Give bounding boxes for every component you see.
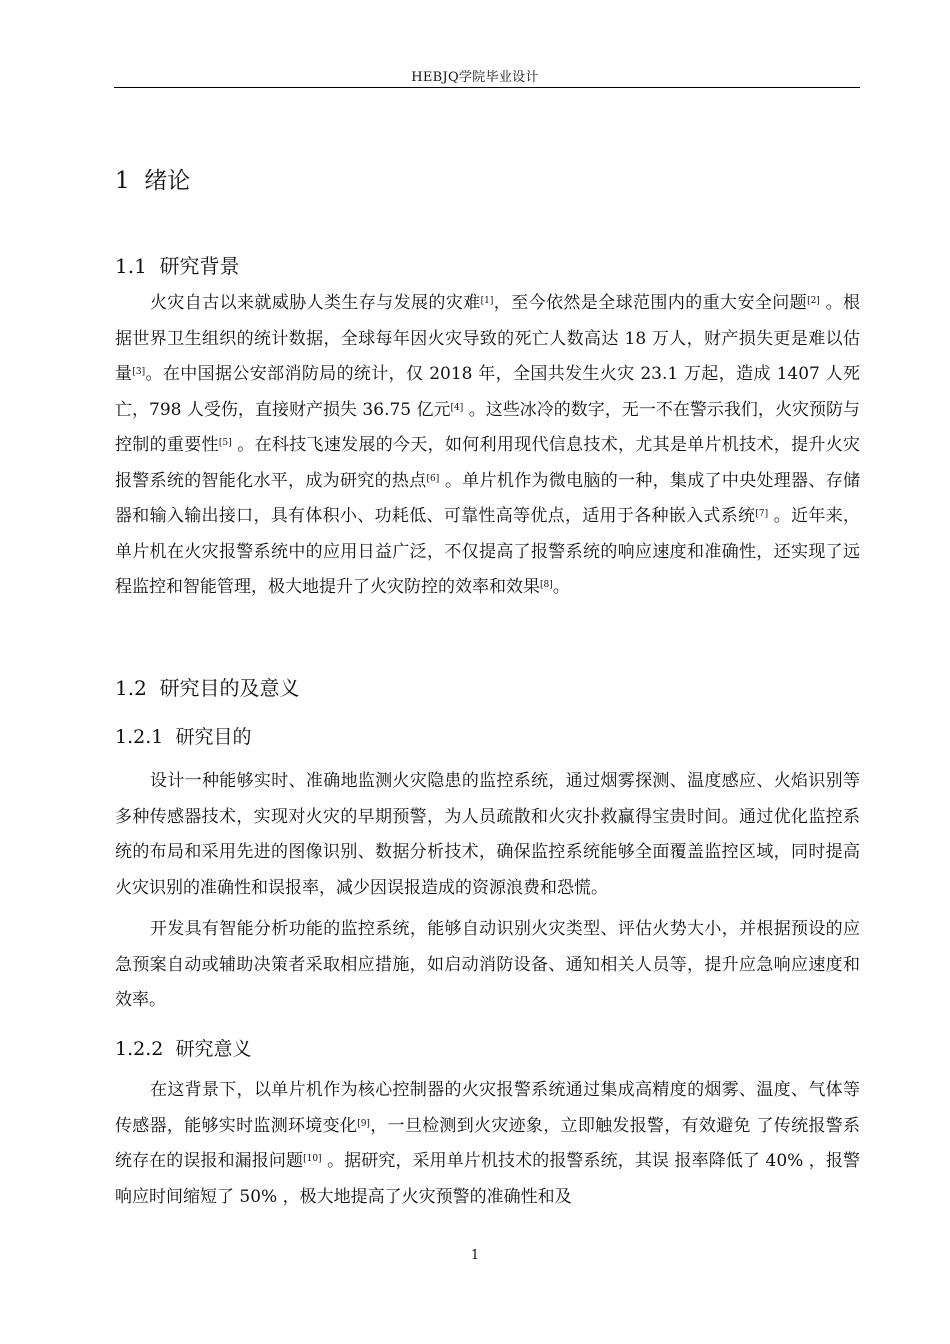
citation-ref: [8] xyxy=(540,580,553,590)
section-number: 1.2.2 xyxy=(115,1038,164,1060)
section-heading-1-2-2 xyxy=(115,1034,251,1061)
section-title: 研究目的及意义 xyxy=(159,676,300,700)
text-run: 。据研究，采用单片机技术的报警系统，其误 报率降低了 40% ，报警响应时间缩短了 50% ，极大地提高了火灾预警的准确性和及 xyxy=(115,1151,860,1207)
text-run: 。这些冰冷的数字，无一不在警示我们，火灾预防与控制的重要性 xyxy=(115,399,860,455)
paragraph-significance xyxy=(115,1073,860,1215)
section-number: 1.2 xyxy=(115,676,147,700)
section-number: 1.1 xyxy=(115,254,147,278)
chapter-heading xyxy=(115,162,190,195)
text-run: ，一旦检测到火灾迹象，立即触发报警，有效避免 了传统报警系统存在的误报和漏报问题 xyxy=(115,1115,861,1171)
paragraph-purpose-1: 设计一种能够实时、准确地监测火灾隐患的监控系统，通过烟雾探测、温度感应、火焰识别等多种传感器技术，实现对火灾的早期预警，为人员疏散和火灾扑救赢得宝贵时间。通过优化监控系统的布局和采用先进的图像识别、数据分析技术，确保监控系统能够全面覆盖监控区域，同时提高火灾识别的准确性和误报率，减少因误报造成的资源浪费和恐慌。 xyxy=(115,771,860,898)
section-number: 1.2.1 xyxy=(115,726,164,748)
section-heading-1-1 xyxy=(115,250,240,279)
citation-ref: [7] xyxy=(755,509,769,519)
text-run: ，至今依然是全球范围内的重大安全问题 xyxy=(493,293,808,313)
citation-ref: [4] xyxy=(450,402,464,413)
citation-ref: [9] xyxy=(357,1118,370,1129)
citation-ref: [2] xyxy=(807,296,820,306)
section-title: 研究背景 xyxy=(159,254,240,278)
section-title: 研究意义 xyxy=(175,1038,252,1060)
citation-ref: [6] xyxy=(426,473,440,484)
text-run: 在这背景下，以单片机作为核心控制器的火灾报警系统通过集成高精度的烟雾、温度、气体等传感器，能够实时监测环境变化 xyxy=(115,1080,860,1136)
text-run: 。单片机作为微电脑的一种，集成了中央处理器、存储器和输入输出接口，具有体积小、功耗低、可靠性高等优点，适用于各种嵌入式系统 xyxy=(115,470,861,526)
section-title: 研究目的 xyxy=(175,726,252,748)
text-run: 。 xyxy=(552,577,570,597)
text-run: 。近年来，单片机在火灾报警系统中的应用日益广泛，不仅提高了报警系统的响应速度和准确性，还实现了远程监控和智能管理，极大地提升了火灾防控的效率和效果 xyxy=(115,506,861,597)
text-run: 。根据世界卫生组织的统计数据，全球每年因火灾导致的死亡人数高达 18 万人，财产损失更是难以估量 xyxy=(115,293,861,384)
paragraph-purpose-2: 开发具有智能分析功能的监控系统，能够自动识别火灾类型、评估火势大小，并根据预设的应急预案自动或辅助决策者采取相应措施，如启动消防设备、通知相关人员等，提升应急响应速度和效率。 xyxy=(115,919,860,1010)
citation-ref: [1] xyxy=(480,296,494,306)
text-run: 火灾自古以来就威胁人类生存与发展的灾难 xyxy=(150,293,481,313)
page-header: HEBJQ学院毕业设计 xyxy=(411,70,539,85)
citation-ref: [10] xyxy=(303,1154,322,1164)
text-run: 。在科技飞速发展的今天，如何利用现代信息技术，尤其是单片机技术，提升火灾报警系统的智能化水平，成为研究的热点 xyxy=(115,435,861,491)
citation-ref: [5] xyxy=(218,438,232,448)
section-heading-1-2 xyxy=(115,672,300,701)
chapter-number: 1 xyxy=(115,168,130,194)
header-rule xyxy=(114,87,860,88)
paragraph-background xyxy=(115,286,860,606)
text-run: 。在中国据公安部消防局的统计，仅 2018 年，全国共发生火灾 23.1 万起，造成 1407 人死亡，798 人受伤，直接财产损失 36.75 亿元 xyxy=(115,364,860,420)
page-number: 1 xyxy=(470,1248,480,1263)
citation-ref: [3] xyxy=(132,367,146,377)
section-heading-1-2-1 xyxy=(115,722,251,749)
chapter-title: 绪论 xyxy=(144,168,191,194)
